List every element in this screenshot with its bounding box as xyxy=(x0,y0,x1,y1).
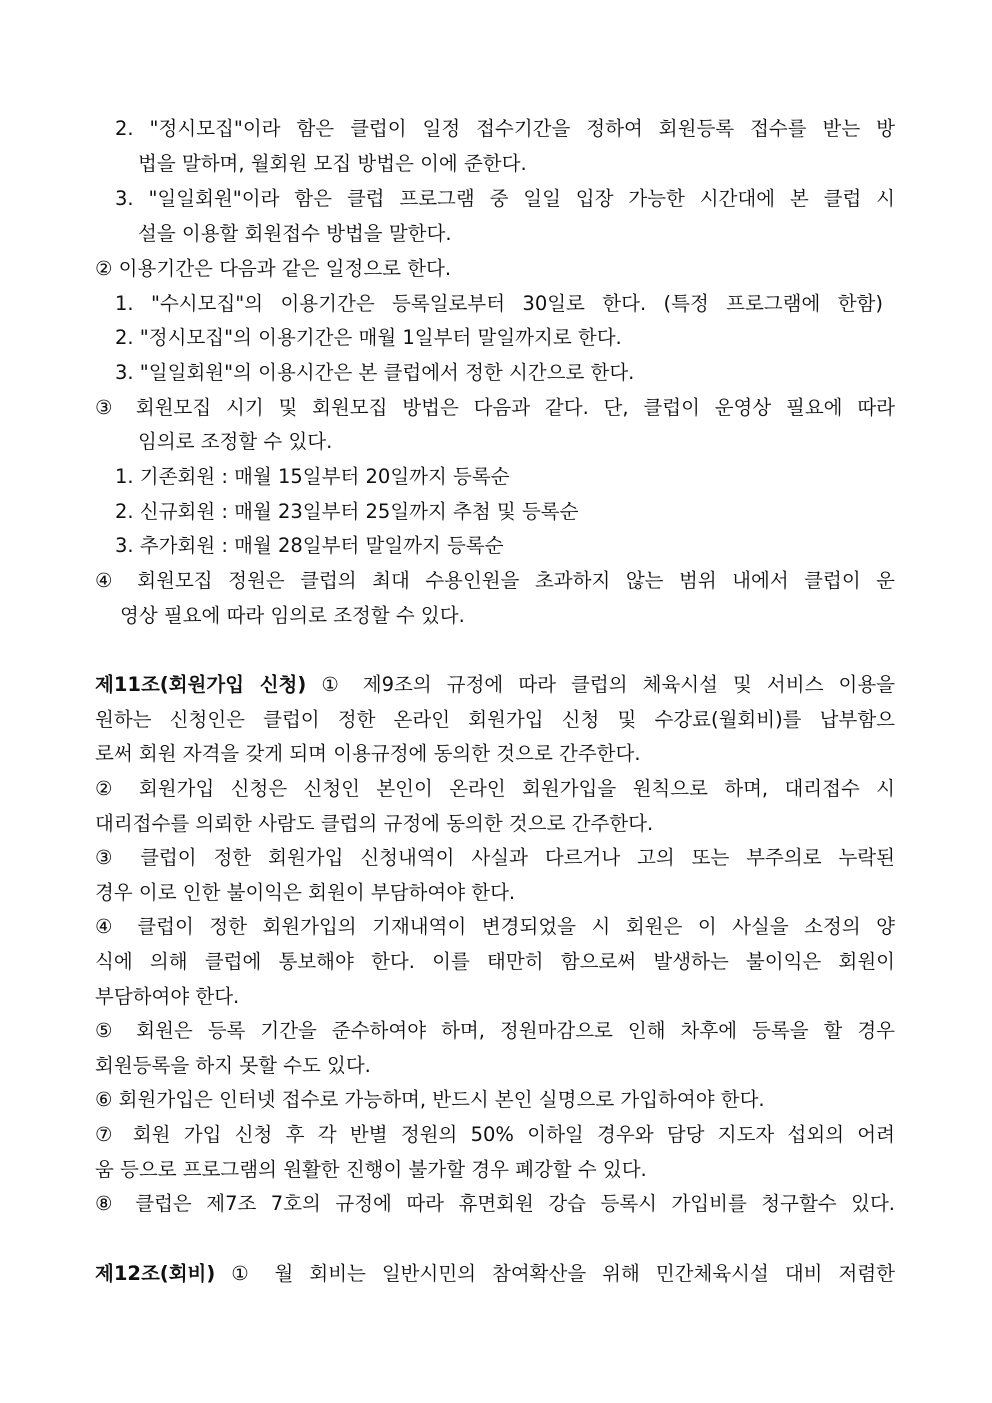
text-line: 3. "일일회원"이라 함은 클럽 프로그램 중 일일 입장 가능한 시간대에 본 클럽 시 xyxy=(115,187,895,210)
text-line: 임의로 조정할 수 있다. xyxy=(138,430,333,453)
article-11-first-line xyxy=(95,673,895,699)
text-line: 1. "수시모집"의 이용기간은 등록일로부터 30일로 한다. (특정 프로그램에 한함) xyxy=(115,292,883,315)
text-line: ⑧ 클럽은 제7조 7호의 규정에 따라 휴면회원 강습 등록시 가입비를 청구할수 있다. xyxy=(95,1192,895,1215)
text-line: 식에 의해 클럽에 통보해야 한다. 이를 태만히 함으로써 발생하는 불이익은 회원이 xyxy=(95,950,895,973)
text-line: 원하는 신청인은 클럽이 정한 온라인 회원가입 신청 및 수강료(월회비)를 납부함으 xyxy=(95,708,895,731)
text-line: 2. "정시모집"이라 함은 클럽이 일정 접수기간을 정하여 회원등록 접수를 받는 방 xyxy=(115,117,895,140)
text-line: 3. "일일회원"의 이용시간은 본 클럽에서 정한 시간으로 한다. xyxy=(115,361,635,384)
text-line: ④ 클럽이 정한 회원가입의 기재내역이 변경되었을 시 회원은 이 사실을 소정의 양 xyxy=(95,915,895,938)
text-line: 법을 말하며, 월회원 모집 방법은 이에 준한다. xyxy=(138,152,527,175)
text-line: 3. 추가회원 : 매월 28일부터 말일까지 등록순 xyxy=(115,534,504,557)
text-line: ⑦ 회원 가입 신청 후 각 반별 정원의 50% 이하일 경우와 담당 지도자 섭외의 어려 xyxy=(95,1123,895,1146)
text-line: ⑥ 회원가입은 인터넷 접수로 가능하며, 반드시 본인 실명으로 가입하여야 한다. xyxy=(95,1088,765,1111)
article-12-first-line xyxy=(95,1262,895,1288)
text-line: 2. "정시모집"의 이용기간은 매월 1일부터 말일까지로 한다. xyxy=(115,326,622,349)
text-line: ③ 클럽이 정한 회원가입 신청내역이 사실과 다르거나 고의 또는 부주의로 누락된 xyxy=(95,846,895,869)
text-line: 경우 이로 인한 불이익은 회원이 부담하여야 한다. xyxy=(95,881,516,904)
article-11-text: ① 제9조의 규정에 따라 클럽의 체육시설 및 서비스 이용을 xyxy=(306,673,895,696)
text-line: 1. 기존회원 : 매월 15일부터 20일까지 등록순 xyxy=(115,465,510,488)
text-line: ③ 회원모집 시기 및 회원모집 방법은 다음과 같다. 단, 클럽이 운영상 필요에 따라 xyxy=(95,396,895,419)
article-12-heading: 제12조(회비) xyxy=(95,1262,216,1285)
text-line: 2. 신규회원 : 매월 23일부터 25일까지 추첨 및 등록순 xyxy=(115,500,579,523)
article-11-heading: 제11조(회원가입 신청) xyxy=(95,673,307,696)
text-line: ⑤ 회원은 등록 기간을 준수하여야 하며, 정원마감으로 인해 차후에 등록을 할 경우 xyxy=(95,1019,895,1042)
text-line: ④ 회원모집 정원은 클럽의 최대 수용인원을 초과하지 않는 범위 내에서 클럽이 운 xyxy=(95,569,895,592)
text-line: 로써 회원 자격을 갖게 되며 이용규정에 동의한 것으로 간주한다. xyxy=(95,742,641,765)
article-12-text: ① 월 회비는 일반시민의 참여확산을 위해 민간체육시설 대비 저렴한 xyxy=(215,1262,895,1285)
text-line: 영상 필요에 따라 임의로 조정할 수 있다. xyxy=(120,604,465,627)
text-line: 움 등으로 프로그램의 원활한 진행이 불가할 경우 폐강할 수 있다. xyxy=(95,1158,647,1181)
text-line: 설을 이용할 회원접수 방법을 말한다. xyxy=(138,222,452,245)
text-line: 부담하여야 한다. xyxy=(95,985,240,1008)
text-line: 회원등록을 하지 못할 수도 있다. xyxy=(95,1054,371,1077)
text-line: 대리접수를 의뢰한 사람도 클럽의 규정에 동의한 것으로 간주한다. xyxy=(95,812,654,835)
text-line: ② 회원가입 신청은 신청인 본인이 온라인 회원가입을 원칙으로 하며, 대리접수 시 xyxy=(95,777,895,800)
text-line: ② 이용기간은 다음과 같은 일정으로 한다. xyxy=(95,257,452,280)
